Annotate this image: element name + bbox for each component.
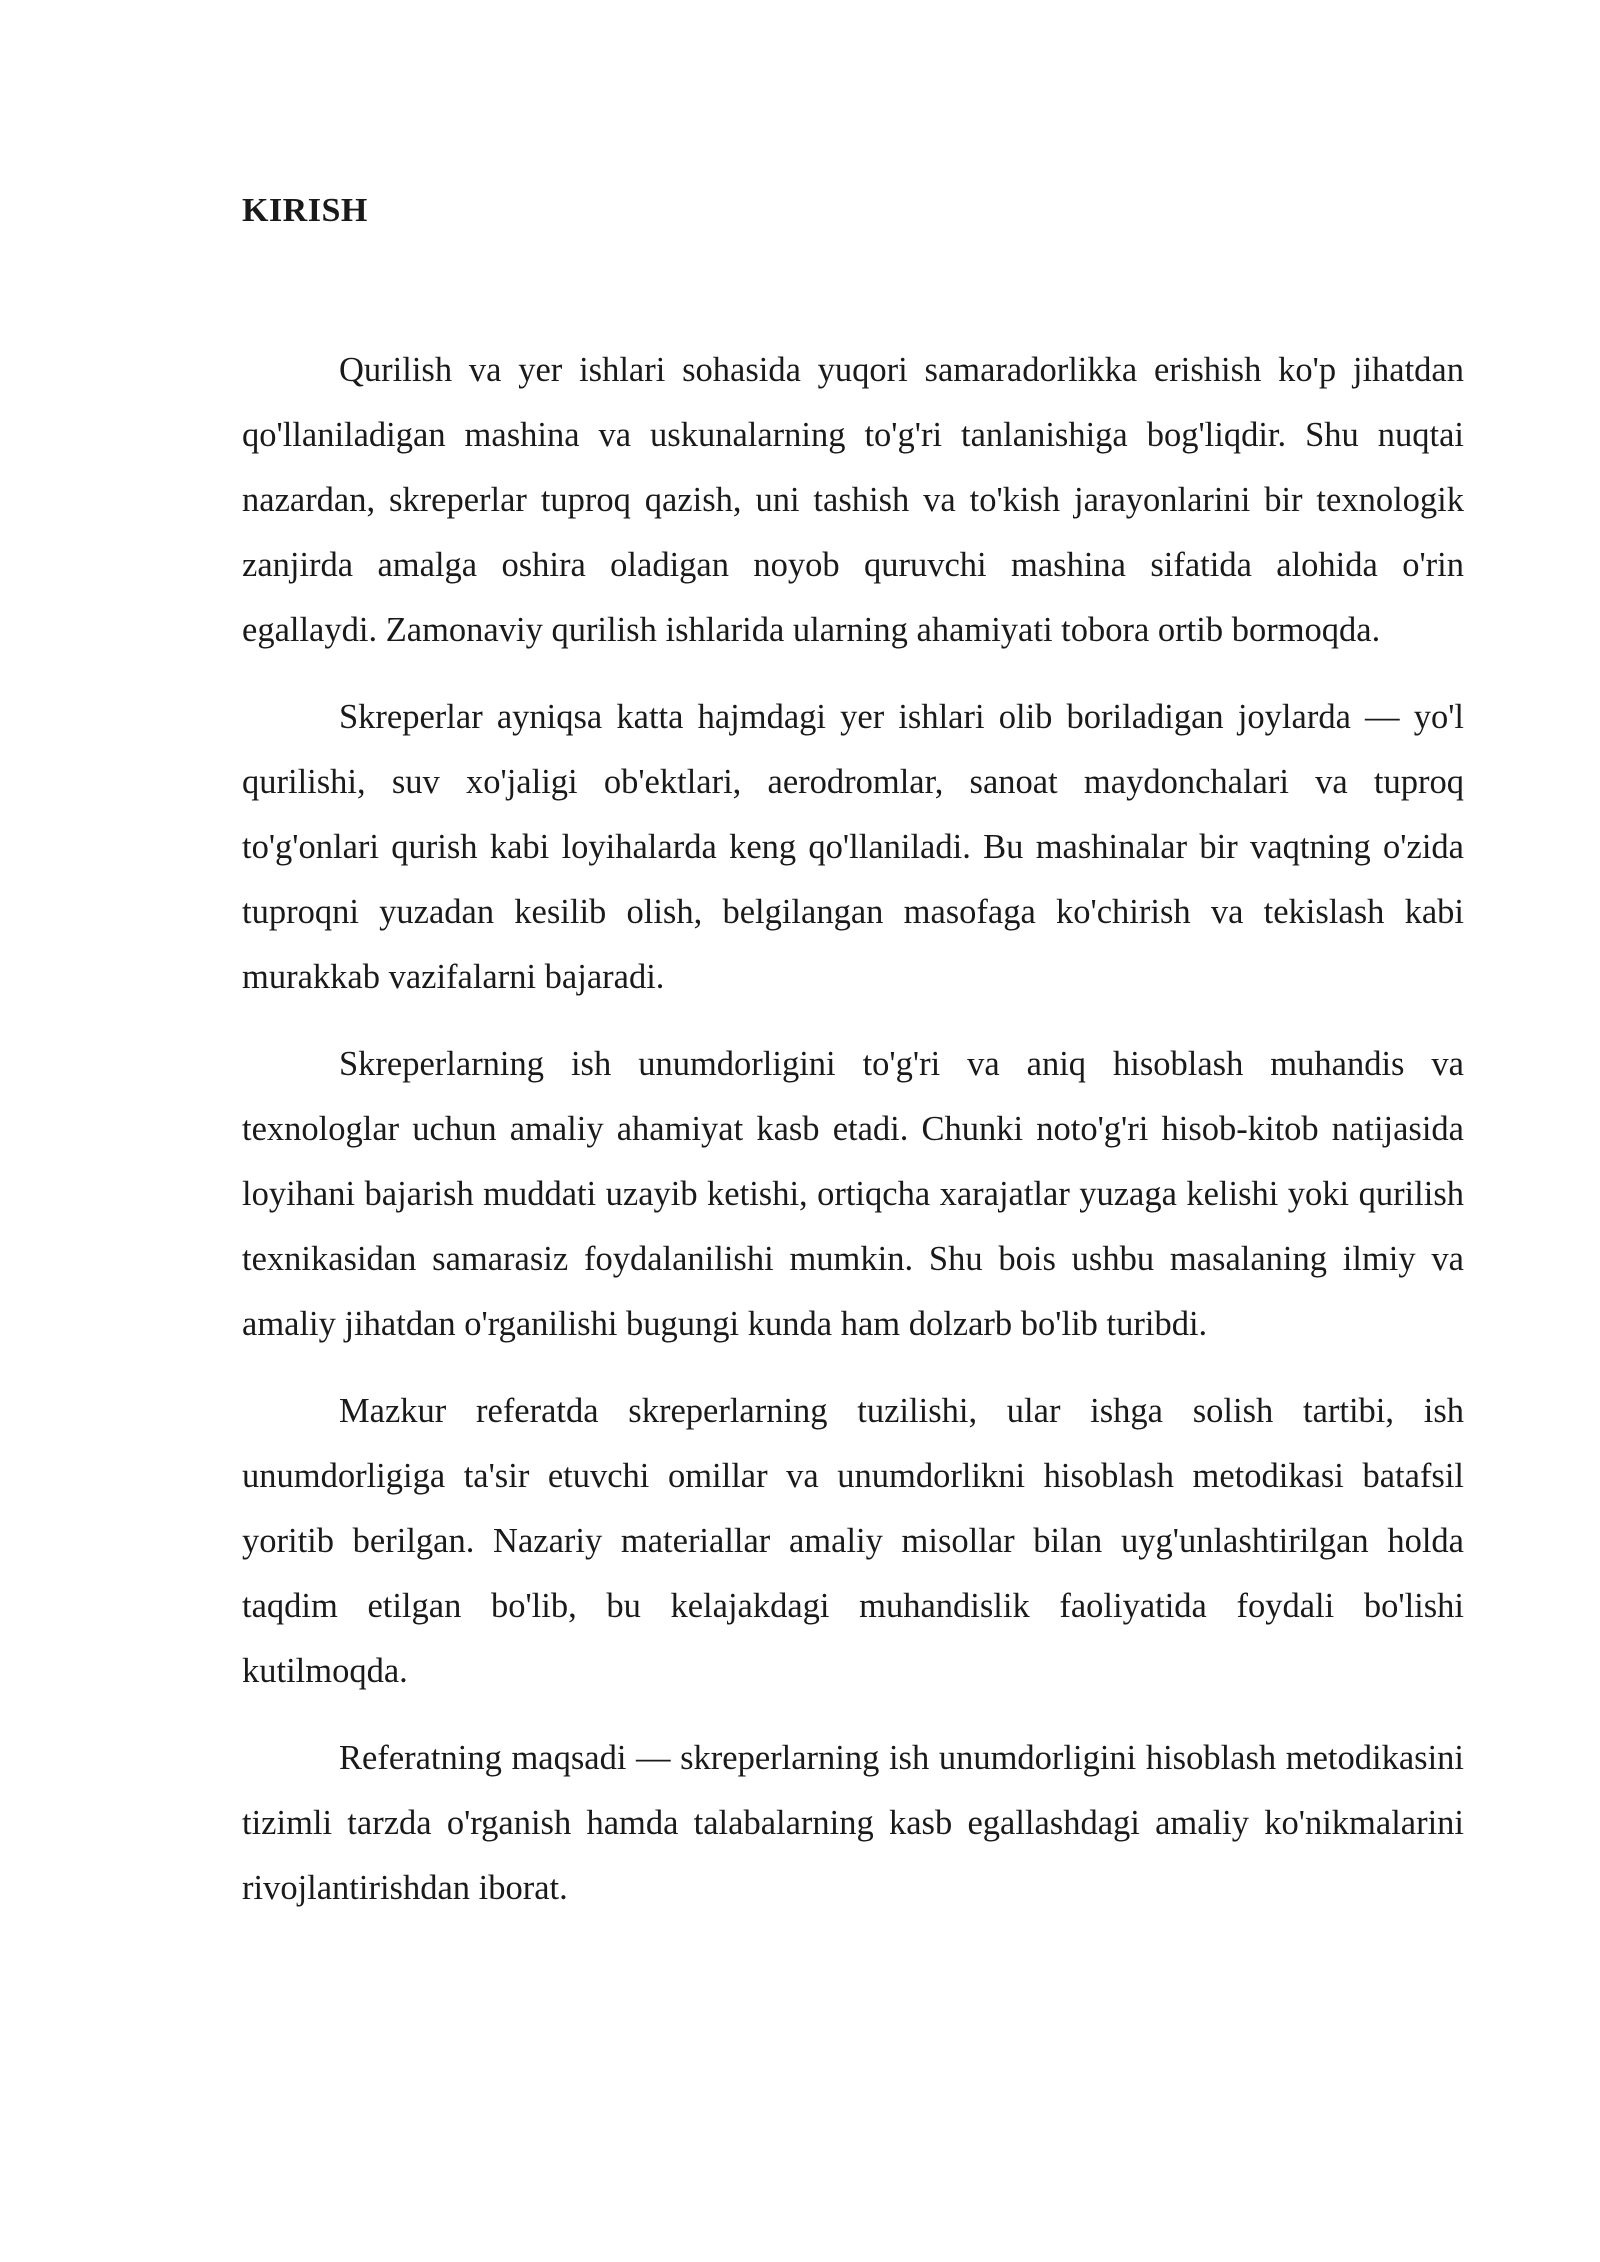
- paragraph-2: Skreperlar ayniqsa katta hajmdagi yer ishlari olib boriladigan joylarda — yo'l qurilishi, suv xo'jaligi ob'ektlari, aerodromlar, sanoat maydonchalari va tuproq to'g'onlari qurish kabi loyihalarda keng qo'llaniladi. Bu mashinalar bir vaqtning o'zida tuproqni yuzadan kesilib olish, belgilangan masofaga ko'chirish va tekislash kabi murakkab vazifalarni bajaradi.: [242, 698, 1464, 996]
- document-body: [242, 338, 1464, 1943]
- paragraph-3: Skreperlarning ish unumdorligini to'g'ri va aniq hisoblash muhandis va texnologlar uchun amaliy ahamiyat kasb etadi. Chunki noto'g'ri hisob-kitob natijasida loyihani bajarish muddati uzayib ketishi, ortiqcha xarajatlar yuzaga kelishi yoki qurilish texnikasidan samarasiz foydalanilishi mumkin. Shu bois ushbu masalaning ilmiy va amaliy jihatdan o'rganilishi bugungi kunda ham dolzarb bo'lib turibdi.: [242, 1045, 1464, 1343]
- paragraph-5: Referatning maqsadi — skreperlarning ish unumdorligini hisoblash metodikasini tizimli tarzda o'rganish hamda talabalarning kasb egallashdagi amaliy ko'nikmalarini rivojlantirishdan iborat.: [242, 1739, 1464, 1907]
- paragraph-4: Mazkur referatda skreperlarning tuzilishi, ular ishga solish tartibi, ish unumdorligiga ta'sir etuvchi omillar va unumdorlikni hisoblash metodikasi batafsil yoritib berilgan. Nazariy materiallar amaliy misollar bilan uyg'unlashtirilgan holda taqdim etilgan bo'lib, bu kelajakdagi muhandislik faoliyatida foydali bo'lishi kutilmoqda.: [242, 1392, 1464, 1690]
- paragraph-1: Qurilish va yer ishlari sohasida yuqori samaradorlikka erishish ko'p jihatdan qo'llaniladigan mashina va uskunalarning to'g'ri tanlanishiga bog'liqdir. Shu nuqtai nazardan, skreperlar tuproq qazish, uni tashish va to'kish jarayonlarini bir texnologik zanjirda amalga oshira oladigan noyob quruvchi mashina sifatida alohida o'rin egallaydi. Zamonaviy qurilish ishlarida ularning ahamiyati tobora ortib bormoqda.: [242, 351, 1464, 649]
- section-heading: KIRISH: [242, 192, 368, 229]
